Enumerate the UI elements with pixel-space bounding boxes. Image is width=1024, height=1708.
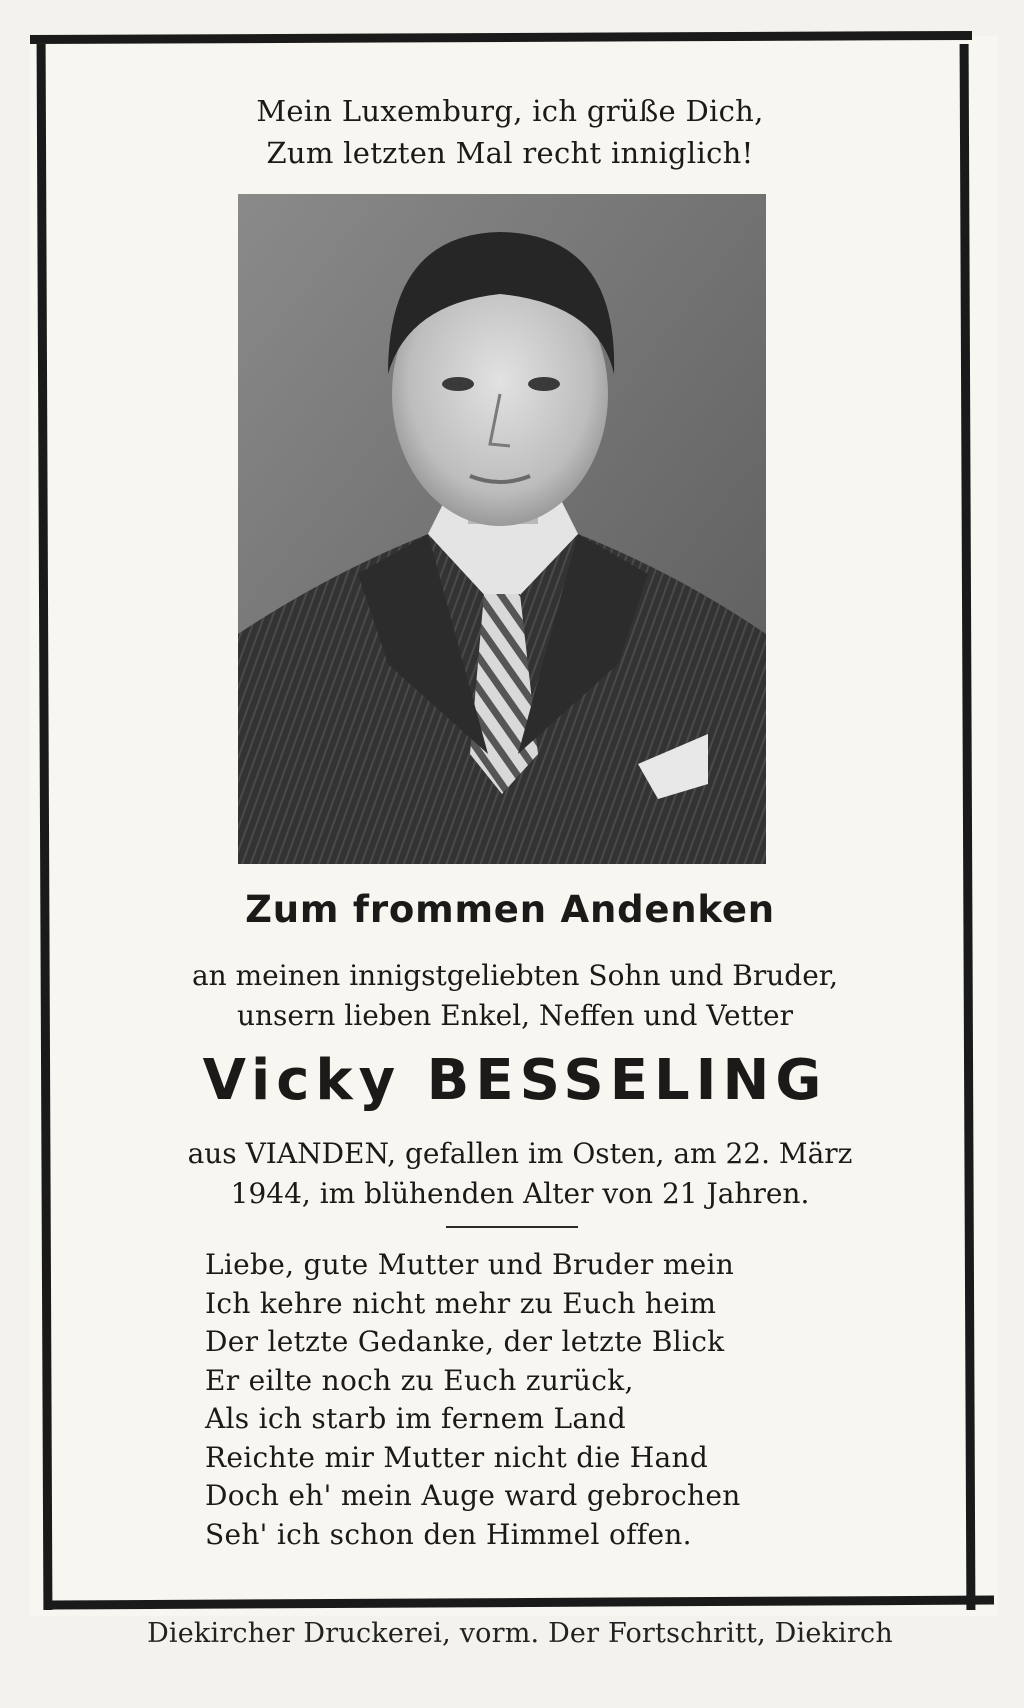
motto-line: Mein Luxemburg, ich grüße Dich,: [256, 94, 764, 128]
poem-line: Liebe, gute Mutter und Bruder mein: [205, 1248, 735, 1281]
poem-line: Der letzte Gedanke, der letzte Blick: [205, 1325, 725, 1358]
portrait-photo: [238, 194, 766, 864]
poem-line: Er eilte noch zu Euch zurück,: [205, 1363, 634, 1397]
divider: [446, 1226, 578, 1228]
poem-line: Seh' ich schon den Himmel offen.: [205, 1517, 692, 1551]
poem-line: Reichte mir Mutter nicht die Hand: [205, 1440, 709, 1474]
poem-line: Als ich starb im fernem Land: [205, 1402, 626, 1435]
details-line: 1944, im blühenden Alter von 21 Jahren.: [230, 1177, 810, 1210]
motto-line: Zum letzten Mal recht inniglich!: [266, 136, 754, 170]
heading: Zum frommen Andenken: [245, 888, 775, 931]
details-line: aus VIANDEN, gefallen im Osten, am 22. März: [187, 1137, 853, 1170]
details: [90, 1134, 950, 1214]
poem-line: Ich kehre nicht mehr zu Euch heim: [205, 1286, 717, 1320]
dedication-line: unsern lieben Enkel, Neffen und Vetter: [236, 999, 794, 1032]
dedication: [90, 956, 940, 1036]
deceased-name: Vicky BESSELING: [202, 1048, 828, 1113]
poem-line: Doch eh' mein Auge ward gebrochen: [205, 1479, 741, 1512]
dedication-line: an meinen innigstgeliebten Sohn und Bruder,: [191, 959, 838, 992]
poem: [205, 1246, 845, 1554]
printer-credit: Diekircher Druckerei, vorm. Der Fortschritt, Diekirch: [147, 1618, 893, 1649]
motto: [130, 90, 890, 174]
